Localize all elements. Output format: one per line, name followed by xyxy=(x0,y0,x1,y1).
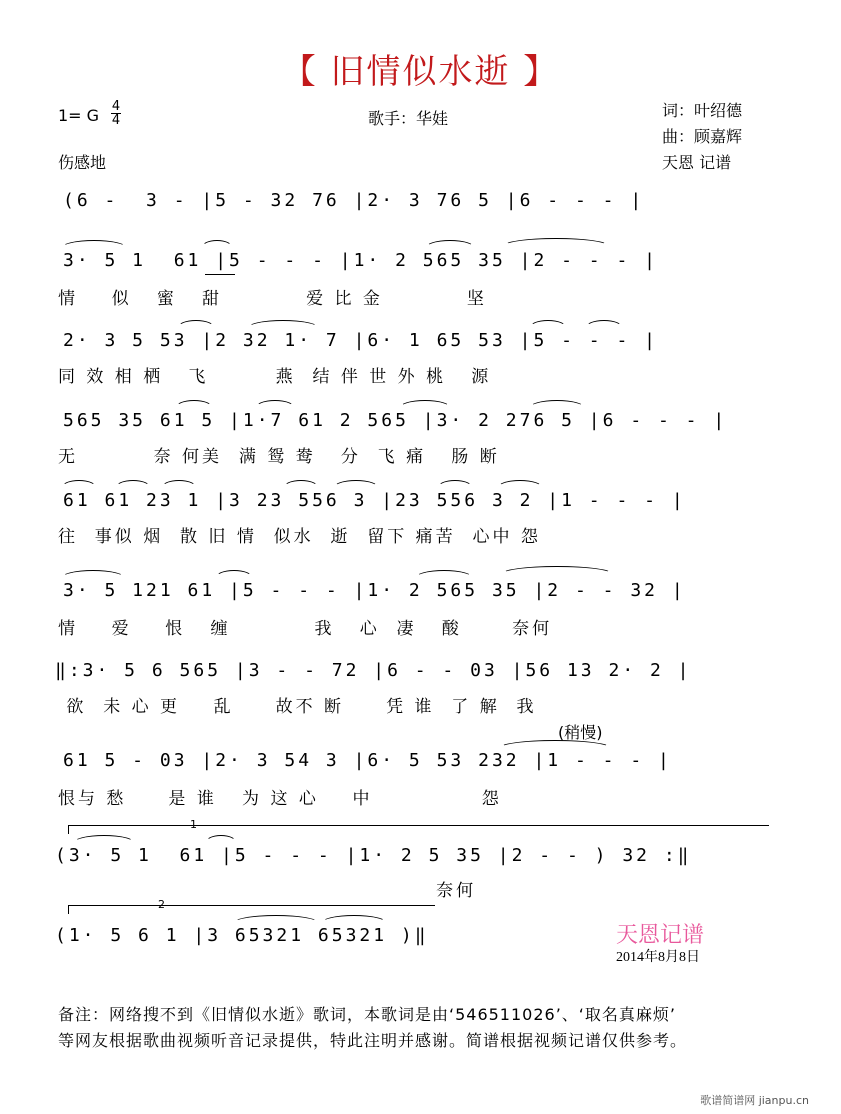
slur xyxy=(425,240,475,248)
notes-line-7: ‖:3· 5 6 565 |3 - - 72 |6 - - 03 |56 13 2· 2 | xyxy=(55,660,692,681)
slur xyxy=(437,480,473,488)
tempo-marking: (稍慢) xyxy=(558,723,603,742)
notes-line-1: (6 - 3 - |5 - 32 76 |2· 3 76 5 |6 - - - | xyxy=(63,190,645,211)
score-line-1 xyxy=(55,190,785,220)
notes-line-3: 2· 3 5 53 |2 32 1· 7 |6· 1 65 53 |5 - - - | xyxy=(63,330,658,351)
transcriber-stamp: 天恩记谱 xyxy=(616,923,705,948)
volta-number-2: 2 xyxy=(158,898,165,911)
score-line-5 xyxy=(55,490,785,520)
slur xyxy=(175,400,213,408)
lyrics-line-2: 情 似 蜜 甜 爱 比 金 坚 xyxy=(58,289,487,309)
underline xyxy=(205,274,235,275)
score-line-9 xyxy=(55,845,785,875)
score-line-3 xyxy=(55,330,785,360)
score-line-6 xyxy=(55,580,785,610)
score-line-8 xyxy=(55,750,785,780)
score-line-4 xyxy=(55,410,785,440)
lyrics-line-4: 无 奈 何美 满 鸳 鸯 分 飞 痛 肠 断 xyxy=(58,447,500,467)
slur xyxy=(215,570,253,578)
slur xyxy=(61,570,125,578)
slur xyxy=(501,566,613,574)
slur xyxy=(529,320,567,328)
time-bottom: 4 xyxy=(111,113,121,128)
lyrics-line-8: 恨与 愁 是 谁 为 这 心 中 怨 xyxy=(58,789,502,809)
notes-line-4: 565 35 61 5 |1·7 61 2 565 |3· 2 276 5 |6 - - - | xyxy=(63,410,728,431)
slur xyxy=(333,480,379,488)
volta-number-1: 1 xyxy=(190,818,197,831)
volta-bracket-2 xyxy=(68,905,435,914)
slur xyxy=(73,835,135,843)
stamp-date: 2014年8月8日 xyxy=(616,950,700,965)
lyrics-line-5: 往 事似 烟 散 旧 情 似水 逝 留下 痛苦 心中 怨 xyxy=(58,527,541,547)
slur xyxy=(61,480,97,488)
remark-line-2: 等网友根据歌曲视频听音记录提供，特此注明并感谢。简谱根据视频记谱仅供参考。 xyxy=(58,1031,688,1050)
slur xyxy=(201,240,233,248)
lyrics-line-3: 同 效 相 栖 飞 燕 结 伴 世 外 桃 源 xyxy=(58,367,492,387)
lyrics-line-7: 欲 未 心 更 乱 故不 断 凭 谁 了 解 我 xyxy=(58,697,537,717)
slur xyxy=(529,400,585,408)
slur xyxy=(115,480,151,488)
notes-line-6: 3· 5 121 61 |5 - - - |1· 2 565 35 |2 - - 32 | xyxy=(63,580,686,601)
time-signature xyxy=(111,100,121,127)
lyrics-line-6: 情 爱 恨 缠 我 心 凄 酸 奈何 xyxy=(58,619,553,639)
slur xyxy=(61,240,127,248)
key-signature: 1= G xyxy=(58,106,100,125)
notes-line-9: (3· 5 1 61 |5 - - - |1· 2 5 35 |2 - - ) 32 :‖ xyxy=(55,845,692,866)
score-line-7 xyxy=(55,660,785,690)
notes-line-8: 61 5 - 03 |2· 3 54 3 |6· 5 53 232 |1 - - - | xyxy=(63,750,672,771)
notes-line-5: 61 61 23 1 |3 23 556 3 |23 556 3 2 |1 - - - | xyxy=(63,490,686,511)
slur xyxy=(247,320,319,328)
slur xyxy=(283,480,319,488)
slur xyxy=(205,835,237,843)
lyricist: 词：叶绍德 xyxy=(662,101,743,120)
song-title: 【 旧情似水逝 】 xyxy=(281,52,560,92)
mood-marking: 伤感地 xyxy=(58,153,107,172)
slur xyxy=(161,480,197,488)
notes-line-10: (1· 5 6 1 |3 65321 65321 )‖ xyxy=(55,925,429,946)
slur xyxy=(415,570,473,578)
slur xyxy=(233,915,319,923)
notes-line-2: 3· 5 1 61 |5 - - - |1· 2 565 35 |2 - - - | xyxy=(63,250,658,271)
time-top: 4 xyxy=(111,99,121,114)
slur xyxy=(585,320,623,328)
slur xyxy=(177,320,215,328)
composer: 曲：顾嘉辉 xyxy=(662,127,743,146)
slur xyxy=(321,915,387,923)
slur xyxy=(255,400,295,408)
slur xyxy=(399,400,451,408)
singer: 歌手：华娃 xyxy=(368,109,449,128)
score-line-2 xyxy=(55,250,785,280)
transcriber: 天恩 记谱 xyxy=(662,153,732,172)
slur xyxy=(503,238,609,246)
remark-line-1: 备注：网络搜不到《旧情似水逝》歌词，本歌词是由‘546511026’、‘取名真麻烦’ xyxy=(58,1005,676,1024)
slur xyxy=(497,480,543,488)
site-watermark: 歌谱简谱网 jianpu.cn xyxy=(700,1094,809,1107)
volta-bracket-1 xyxy=(68,825,769,834)
lyrics-line-9: 奈何 xyxy=(58,881,477,901)
